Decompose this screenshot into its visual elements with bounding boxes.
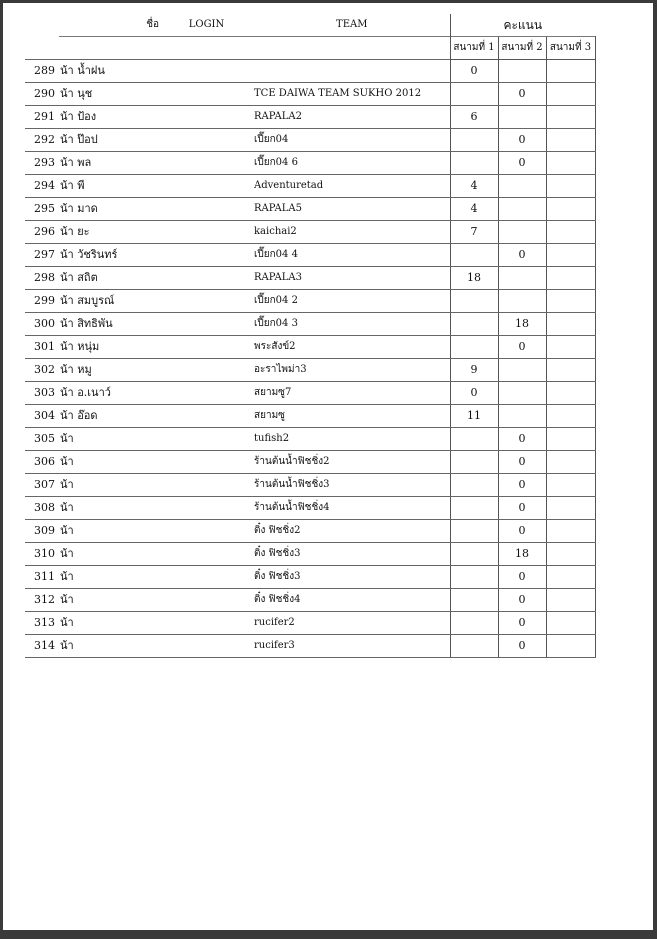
score-field-2	[498, 405, 546, 428]
angler-name: น้า	[59, 474, 159, 497]
score-field-3	[546, 520, 595, 543]
table-row	[25, 336, 595, 359]
score-field-2: 0	[498, 428, 546, 451]
row-number: 295	[25, 198, 59, 221]
row-number: 302	[25, 359, 59, 382]
row-number: 289	[25, 60, 59, 83]
table-row	[25, 428, 595, 451]
score-field-2	[498, 175, 546, 198]
score-field-3	[546, 152, 595, 175]
score-field-2	[498, 106, 546, 129]
row-number: 310	[25, 543, 59, 566]
score-field-2: 0	[498, 129, 546, 152]
score-field-1	[450, 543, 498, 566]
team-name: เปี๊ยก04 2	[254, 290, 450, 313]
angler-name: น้า วัชรินทร์	[59, 244, 159, 267]
score-field-1: 4	[450, 198, 498, 221]
score-field-2	[498, 198, 546, 221]
table-row	[25, 543, 595, 566]
table-row	[25, 198, 595, 221]
score-field-2: 0	[498, 635, 546, 658]
row-number: 304	[25, 405, 59, 428]
team-name: เปี๊ยก04 4	[254, 244, 450, 267]
score-field-3	[546, 451, 595, 474]
angler-name: น้า หนุ่ม	[59, 336, 159, 359]
login-cell	[159, 428, 254, 451]
angler-name: น้า	[59, 497, 159, 520]
row-number: 291	[25, 106, 59, 129]
scan-page	[3, 3, 653, 930]
score-field-3	[546, 543, 595, 566]
score-field-3	[546, 497, 595, 520]
table-row	[25, 106, 595, 129]
score-field-2: 18	[498, 313, 546, 336]
login-cell	[159, 290, 254, 313]
score-field-2	[498, 221, 546, 244]
table-row	[25, 474, 595, 497]
score-field-2: 0	[498, 520, 546, 543]
score-field-1	[450, 589, 498, 612]
table-row	[25, 451, 595, 474]
score-field-1	[450, 451, 498, 474]
table-row	[25, 566, 595, 589]
score-field-2: 0	[498, 589, 546, 612]
team-name: RAPALA5	[254, 198, 450, 221]
score-field-2: 0	[498, 336, 546, 359]
score-field-3	[546, 129, 595, 152]
row-number: 297	[25, 244, 59, 267]
login-cell	[159, 405, 254, 428]
score-field-2	[498, 290, 546, 313]
score-field-3	[546, 221, 595, 244]
team-name: เปี๊ยก04 6	[254, 152, 450, 175]
table-row	[25, 290, 595, 313]
row-number: 299	[25, 290, 59, 313]
angler-name: น้า อ๊อด	[59, 405, 159, 428]
team-name: ร้านต้นน้ำฟิชชิ่ง3	[254, 474, 450, 497]
table-row	[25, 267, 595, 290]
login-cell	[159, 382, 254, 405]
angler-name: น้า ป๊อป	[59, 129, 159, 152]
score-field-3	[546, 198, 595, 221]
table-row	[25, 520, 595, 543]
score-field-1	[450, 336, 498, 359]
score-field-1: 9	[450, 359, 498, 382]
login-cell	[159, 543, 254, 566]
score-field-2: 0	[498, 244, 546, 267]
header-row	[25, 14, 595, 37]
score-field-1	[450, 566, 498, 589]
row-number: 313	[25, 612, 59, 635]
score-field-3	[546, 474, 595, 497]
row-number: 305	[25, 428, 59, 451]
login-cell	[159, 221, 254, 244]
angler-name: น้า	[59, 520, 159, 543]
login-cell	[159, 612, 254, 635]
table-row	[25, 359, 595, 382]
team-name: ติ๋ง ฟิชชิ่ง3	[254, 566, 450, 589]
score-field-3	[546, 106, 595, 129]
login-cell	[159, 152, 254, 175]
score-field-1: 0	[450, 60, 498, 83]
angler-name: น้า พล	[59, 152, 159, 175]
angler-name: น้า	[59, 612, 159, 635]
team-name: สยามซู7	[254, 382, 450, 405]
table-row	[25, 152, 595, 175]
score-field-1: 18	[450, 267, 498, 290]
login-cell	[159, 474, 254, 497]
table-row	[25, 129, 595, 152]
field-2-header: สนามที่ 2	[498, 37, 546, 60]
score-field-2	[498, 382, 546, 405]
score-field-1	[450, 313, 498, 336]
score-field-2: 0	[498, 612, 546, 635]
score-field-3	[546, 336, 595, 359]
score-field-1: 11	[450, 405, 498, 428]
team-header: TEAM	[336, 19, 368, 30]
team-name: ติ๋ง ฟิชชิ่ง3	[254, 543, 450, 566]
subheader-row	[25, 37, 595, 60]
score-field-3	[546, 635, 595, 658]
login-cell	[159, 497, 254, 520]
score-field-1	[450, 520, 498, 543]
login-header: LOGIN	[188, 19, 225, 30]
score-field-1	[450, 474, 498, 497]
score-field-3	[546, 566, 595, 589]
score-field-3	[546, 313, 595, 336]
table-row	[25, 221, 595, 244]
row-number: 306	[25, 451, 59, 474]
team-name	[254, 60, 450, 83]
score-field-1	[450, 635, 498, 658]
login-cell	[159, 566, 254, 589]
login-cell	[159, 336, 254, 359]
score-field-2: 0	[498, 566, 546, 589]
score-field-3	[546, 244, 595, 267]
score-field-1: 6	[450, 106, 498, 129]
angler-name: น้า ยะ	[59, 221, 159, 244]
table-row	[25, 405, 595, 428]
login-cell	[159, 106, 254, 129]
team-name: TCE DAIWA TEAM SUKHO 2012	[254, 83, 450, 106]
score-field-1	[450, 290, 498, 313]
score-field-3	[546, 60, 595, 83]
row-number: 300	[25, 313, 59, 336]
angler-name: น้า อ.เนาว์	[59, 382, 159, 405]
row-number: 301	[25, 336, 59, 359]
score-rows	[25, 60, 595, 658]
table-row	[25, 635, 595, 658]
angler-name: น้า ป้อง	[59, 106, 159, 129]
angler-name: น้า สถิต	[59, 267, 159, 290]
table-row	[25, 612, 595, 635]
angler-name: น้า	[59, 451, 159, 474]
login-cell	[159, 451, 254, 474]
table-row	[25, 382, 595, 405]
score-field-3	[546, 382, 595, 405]
score-field-1	[450, 612, 498, 635]
angler-name: น้า พี	[59, 175, 159, 198]
login-cell	[159, 244, 254, 267]
angler-name: น้า	[59, 589, 159, 612]
score-field-1: 7	[450, 221, 498, 244]
angler-name: น้า หมู	[59, 359, 159, 382]
score-field-3	[546, 405, 595, 428]
score-field-1	[450, 244, 498, 267]
login-cell	[159, 635, 254, 658]
angler-name: น้า นุช	[59, 83, 159, 106]
field-3-header: สนามที่ 3	[546, 37, 595, 60]
score-field-1	[450, 129, 498, 152]
table-row	[25, 497, 595, 520]
team-name: อะราไพม่า3	[254, 359, 450, 382]
field-1-header: สนามที่ 1	[450, 37, 498, 60]
row-number: 292	[25, 129, 59, 152]
score-field-1: 4	[450, 175, 498, 198]
score-field-2: 0	[498, 152, 546, 175]
score-field-2: 0	[498, 474, 546, 497]
row-number: 303	[25, 382, 59, 405]
angler-name: น้า น้ำฝน	[59, 60, 159, 83]
score-field-3	[546, 290, 595, 313]
angler-name: น้า	[59, 543, 159, 566]
score-field-3	[546, 267, 595, 290]
team-name: ติ๋ง ฟิชชิ่ง4	[254, 589, 450, 612]
row-number: 298	[25, 267, 59, 290]
team-name: เปี๊ยก04 3	[254, 313, 450, 336]
team-name: เปี๊ยก04	[254, 129, 450, 152]
score-field-2	[498, 359, 546, 382]
angler-name: น้า สิทธิพัน	[59, 313, 159, 336]
row-number: 311	[25, 566, 59, 589]
table-row	[25, 83, 595, 106]
score-table	[25, 14, 596, 658]
login-cell	[159, 83, 254, 106]
table-row	[25, 589, 595, 612]
row-number: 296	[25, 221, 59, 244]
team-name: Adventuretad	[254, 175, 450, 198]
score-field-2: 18	[498, 543, 546, 566]
login-cell	[159, 359, 254, 382]
score-field-1	[450, 497, 498, 520]
score-field-2: 0	[498, 451, 546, 474]
team-name: tufish2	[254, 428, 450, 451]
score-field-1: 0	[450, 382, 498, 405]
login-cell	[159, 60, 254, 83]
score-field-2	[498, 267, 546, 290]
score-field-3	[546, 428, 595, 451]
team-name: rucifer2	[254, 612, 450, 635]
team-name: kaichai2	[254, 221, 450, 244]
row-number: 307	[25, 474, 59, 497]
team-name: สยามซู	[254, 405, 450, 428]
table-row	[25, 60, 595, 83]
team-name: ร้านต้นน้ำฟิชชิ่ง2	[254, 451, 450, 474]
login-cell	[159, 313, 254, 336]
team-name: พระสังข์2	[254, 336, 450, 359]
angler-name: น้า	[59, 428, 159, 451]
team-name: RAPALA3	[254, 267, 450, 290]
table-row	[25, 313, 595, 336]
score-field-2	[498, 60, 546, 83]
score-field-2: 0	[498, 83, 546, 106]
angler-name: น้า	[59, 566, 159, 589]
score-header: คะแนน	[450, 14, 595, 37]
score-field-3	[546, 359, 595, 382]
score-field-2: 0	[498, 497, 546, 520]
score-field-3	[546, 175, 595, 198]
login-cell	[159, 589, 254, 612]
team-name: ร้านต้นน้ำฟิชชิ่ง4	[254, 497, 450, 520]
score-field-1	[450, 152, 498, 175]
row-number: 314	[25, 635, 59, 658]
team-name: RAPALA2	[254, 106, 450, 129]
score-field-3	[546, 589, 595, 612]
score-field-3	[546, 83, 595, 106]
login-cell	[159, 198, 254, 221]
row-number: 312	[25, 589, 59, 612]
table-row	[25, 244, 595, 267]
row-number: 309	[25, 520, 59, 543]
angler-name: น้า สมบูรณ์	[59, 290, 159, 313]
login-cell	[159, 267, 254, 290]
name-header: ชื่อ	[146, 19, 159, 30]
table-row	[25, 175, 595, 198]
angler-name: น้า มาด	[59, 198, 159, 221]
score-field-1	[450, 83, 498, 106]
score-field-3	[546, 612, 595, 635]
row-number: 308	[25, 497, 59, 520]
row-number: 294	[25, 175, 59, 198]
row-number: 293	[25, 152, 59, 175]
login-cell	[159, 520, 254, 543]
login-cell	[159, 175, 254, 198]
login-cell	[159, 129, 254, 152]
row-number: 290	[25, 83, 59, 106]
score-field-1	[450, 428, 498, 451]
team-name: rucifer3	[254, 635, 450, 658]
angler-name: น้า	[59, 635, 159, 658]
team-name: ติ๋ง ฟิชชิ่ง2	[254, 520, 450, 543]
